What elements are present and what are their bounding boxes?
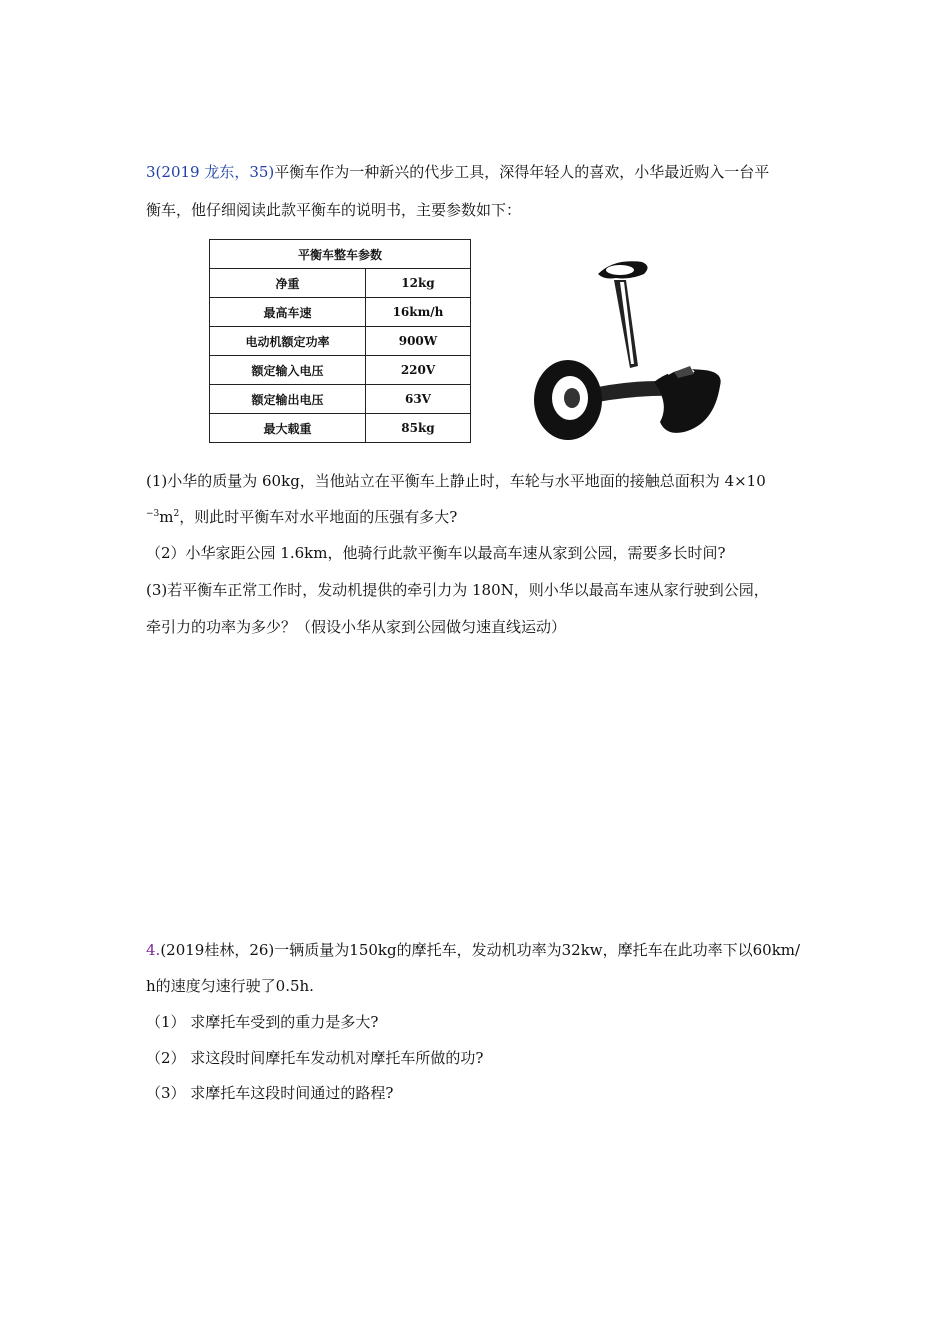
param-name: 额定输入电压 [210, 356, 366, 385]
q3-sub2: （2）小华家距公园 1.6km，他骑行此款平衡车以最高车速从家到公园，需要多长时间? [146, 544, 726, 562]
q3-sub1-rest: ，则此时平衡车对水平地面的压强有多大? [179, 508, 458, 526]
param-name: 最大载重 [210, 414, 366, 443]
param-name: 电动机额定功率 [210, 327, 366, 356]
q3-sub1-unit: m [159, 508, 174, 526]
q4-line1 [146, 940, 800, 960]
param-name: 额定输出电压 [210, 385, 366, 414]
table-row [210, 269, 471, 298]
q4-sub2: （2） 求这段时间摩托车发动机对摩托车所做的功? [146, 1049, 484, 1067]
param-value: 12kg [366, 269, 471, 298]
table-row [210, 385, 471, 414]
param-value: 220V [366, 356, 471, 385]
q4-sub1: （1） 求摩托车受到的重力是多大? [146, 1013, 379, 1031]
spec-table [209, 239, 471, 443]
q4-line2: h的速度匀速行驶了0.5h. [146, 977, 314, 995]
q3-sub1-line1: (1)小华的质量为 60kg，当他站立在平衡车上静止时，车轮与水平地面的接触总面积为 4×10 [146, 472, 766, 490]
param-value: 16km/h [366, 298, 471, 327]
q4-sub3: （3） 求摩托车这段时间通过的路程? [146, 1084, 394, 1102]
q3-sub1-exponent: −3 [146, 509, 160, 519]
q4-line1-text: (2019桂林，26)一辆质量为150kg的摩托车，发动机功率为32kw，摩托车在此功率下以60km/ [160, 941, 801, 959]
q3-intro-line1 [146, 162, 769, 182]
q3-source: (2019 龙东，35) [155, 163, 275, 181]
q3-sub1-line2 [146, 507, 457, 527]
param-name: 最高车速 [210, 298, 366, 327]
table-row [210, 356, 471, 385]
param-value: 85kg [366, 414, 471, 443]
q3-sub3-line1: (3)若平衡车正常工作时，发动机提供的牵引力为 180N，则小华以最高车速从家行驶到公园， [146, 581, 769, 599]
q3-intro-line2: 衡车，他仔细阅读此款平衡车的说明书，主要参数如下： [146, 201, 522, 219]
q3-number: 3 [146, 163, 156, 181]
param-value: 63V [366, 385, 471, 414]
table-row [210, 327, 471, 356]
table-row [210, 298, 471, 327]
q3-sub3-line2: 牵引力的功率为多少？（假设小华从家到公园做匀速直线运动） [146, 618, 567, 636]
spec-table-title: 平衡车整车参数 [210, 240, 471, 269]
param-name: 净重 [210, 269, 366, 298]
spec-table-header-row [210, 240, 471, 269]
balance-scooter-illustration [534, 254, 726, 442]
table-row [210, 414, 471, 443]
q3-sub1-unit-exponent: 2 [173, 509, 180, 519]
q4-number: 4. [146, 941, 161, 959]
param-value: 900W [366, 327, 471, 356]
q3-intro-text1: 平衡车作为一种新兴的代步工具，深得年轻人的喜欢，小华最近购入一台平 [274, 163, 770, 181]
